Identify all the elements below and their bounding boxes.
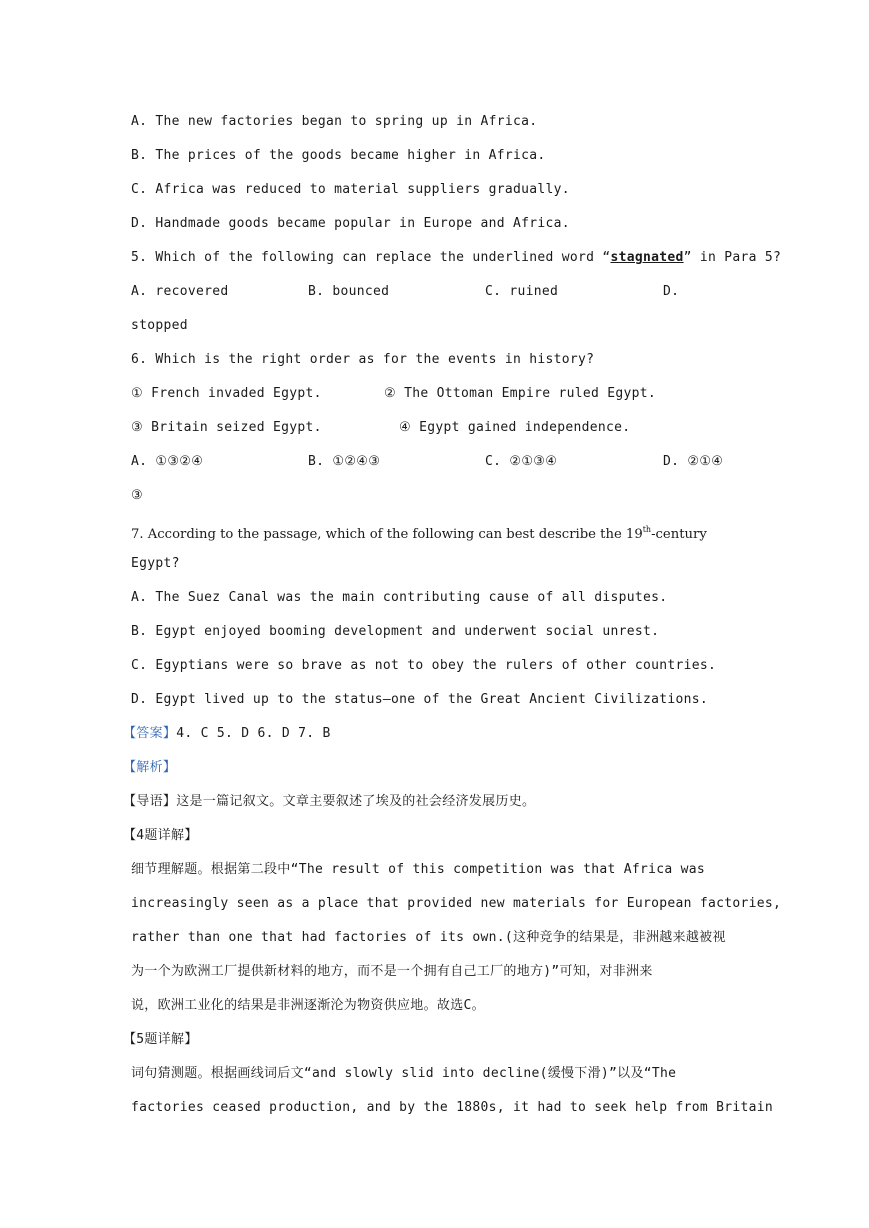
q4-explain-line-2: increasingly seen as a place that provided new materials for European factories, — [131, 896, 782, 911]
answer-line — [123, 720, 741, 754]
q6-event-3: ③ Britain seized Egypt. — [131, 420, 322, 435]
q6-event-1: ① French invaded Egypt. — [131, 386, 322, 401]
q5-options — [131, 278, 741, 312]
q7-superscript: th — [642, 525, 652, 534]
q7-option-a: A. The Suez Canal was the main contributing cause of all disputes. — [131, 590, 668, 605]
q6-option-b: B. ①②④③ — [308, 454, 381, 469]
q7-option-c: C. Egyptians were so brave as not to obey the rulers of other countries. — [131, 658, 717, 673]
guide-text: 【导语】这是一篇记叙文。文章主要叙述了埃及的社会经济发展历史。 — [123, 794, 536, 809]
q4-explain-line-4: 为一个为欧洲工厂提供新材料的地方，而不是一个拥有自己工厂的地方)”可知，对非洲来 — [131, 964, 653, 979]
q4-option-a: A. The new factories began to spring up in Africa. — [131, 114, 538, 129]
q6-option-d: D. ②①④ — [663, 454, 724, 469]
q4-explain-line-1: 细节理解题。根据第二段中“The result of this competition was that Africa was — [131, 862, 706, 877]
q6-event-2: ② The Ottoman Empire ruled Egypt. — [384, 386, 657, 401]
q7-stem-wrap: Egypt? — [131, 556, 180, 571]
q5-explain-line-2: factories ceased production, and by the 1880s, it had to seek help from Britain — [131, 1100, 774, 1115]
q5-option-d-wrap: stopped — [131, 318, 188, 333]
q5-explain-heading: 【5题详解】 — [123, 1032, 198, 1047]
q4-explain-line-5: 说，欧洲工业化的结果是非洲逐渐沦为物资供应地。故选C。 — [131, 998, 485, 1013]
q7-option-d: D. Egypt lived up to the status—one of the Great Ancient Civilizations. — [131, 692, 708, 707]
q5-underlined-word: stagnated — [610, 250, 684, 265]
answer-text: 4. C 5. D 6. D 7. B — [176, 726, 331, 741]
q6-option-a: A. ①③②④ — [131, 454, 204, 469]
q7-stem-after: -century — [651, 527, 707, 542]
q7-stem — [131, 516, 741, 550]
q6-events-row-1 — [131, 380, 741, 414]
q5-explain-line-1: 词句猜测题。根据画线词后文“and slowly slid into decline(缓慢下滑)”以及“The — [131, 1066, 677, 1081]
q4-option-d: D. Handmade goods became popular in Europe and Africa. — [131, 216, 570, 231]
q6-options — [131, 448, 741, 482]
q4-option-b: B. The prices of the goods became higher in Africa. — [131, 148, 546, 163]
q5-stem — [131, 244, 782, 278]
q6-event-4: ④ Egypt gained independence. — [399, 420, 631, 435]
document-page — [123, 108, 782, 1128]
q6-option-c: C. ②①③④ — [485, 454, 558, 469]
q6-option-d-wrap: ③ — [131, 488, 143, 503]
q5-stem-after: ” in Para 5? — [683, 250, 782, 265]
q4-explain-line-3: rather than one that had factories of its own.(这种竞争的结果是，非洲越来越被视 — [131, 930, 726, 945]
answer-label: 【答案】 — [123, 726, 177, 741]
q7-stem-before: 7. According to the passage, which of the following can best describe the 19 — [131, 527, 643, 542]
q4-option-c: C. Africa was reduced to material suppliers gradually. — [131, 182, 570, 197]
q5-option-d: D. — [663, 284, 680, 299]
q4-explain-heading: 【4题详解】 — [123, 828, 198, 843]
q5-option-c: C. ruined — [485, 284, 559, 299]
analysis-label: 【解析】 — [123, 760, 177, 775]
analysis-line — [123, 754, 741, 788]
q7-option-b: B. Egypt enjoyed booming development and underwent social unrest. — [131, 624, 660, 639]
q6-events-row-2 — [131, 414, 741, 448]
q6-stem: 6. Which is the right order as for the events in history? — [131, 352, 595, 367]
q5-option-b: B. bounced — [308, 284, 390, 299]
q5-option-a: A. recovered — [131, 284, 229, 299]
q5-stem-before: 5. Which of the following can replace the underlined word “ — [131, 250, 611, 265]
